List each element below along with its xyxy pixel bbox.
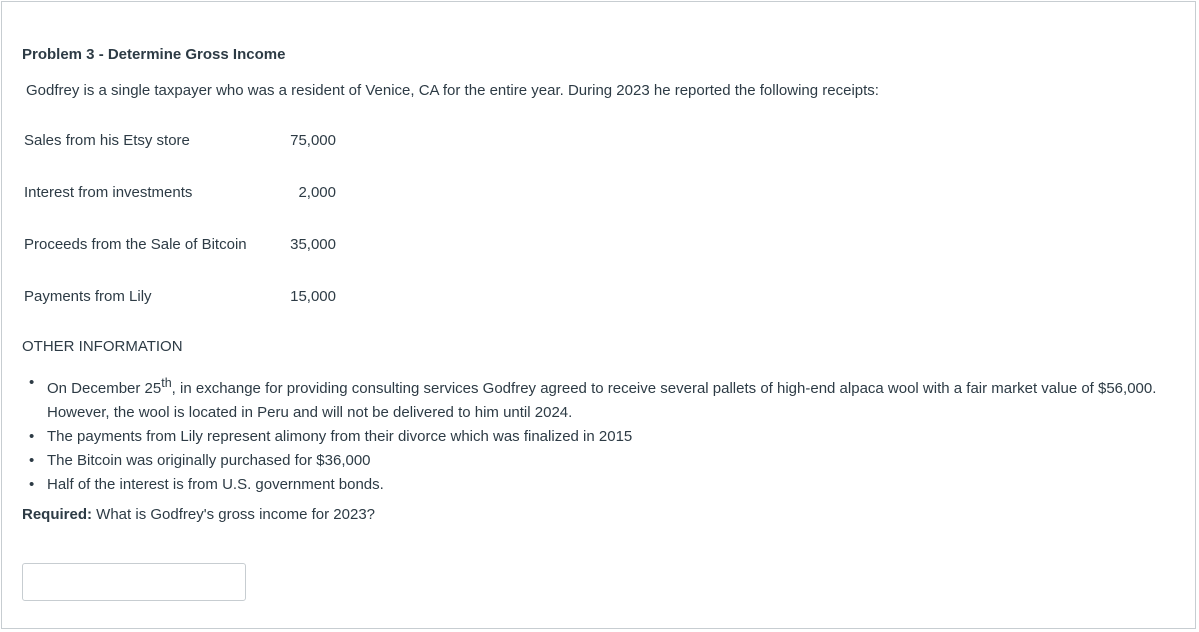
receipt-row [24,130,364,182]
required-label: Required: [22,506,93,523]
problem-title: Problem 3 - Determine Gross Income [22,46,286,63]
receipt-row [24,286,364,338]
receipt-amount: 2,000 [298,184,336,201]
bullet-icon: • [29,428,35,445]
bullet-text: Half of the interest is from U.S. government bonds. [47,476,384,493]
bullet-text-end: , in exchange for providing consulting services Godfrey agreed to receive several pallets of high-end alpaca wool with a fair market value of $56,000. However, the wool is located in Peru and will not be delivered to him until 2024. [47,380,1157,421]
problem-intro: Godfrey is a single taxpayer who was a resident of Venice, CA for the entire year. During 2023 he reported the following receipts: [26,82,879,99]
bullet-text-start: On December 25 [47,380,162,397]
list-item [26,425,1166,449]
other-information-heading: OTHER INFORMATION [22,338,183,355]
required-question-text: What is Godfrey's gross income for 2023? [92,506,376,523]
other-information-list [26,371,1166,497]
receipt-label: Payments from Lily [24,288,152,305]
required-question [22,506,375,523]
receipt-amount: 15,000 [290,288,336,305]
receipt-label: Interest from investments [24,184,193,201]
list-item [26,449,1166,473]
receipt-label: Proceeds from the Sale of Bitcoin [24,236,247,253]
receipt-amount: 75,000 [290,132,336,149]
bullet-icon: • [29,452,35,469]
bullet-text: The Bitcoin was originally purchased for $36,000 [47,452,371,469]
bullet-text: The payments from Lily represent alimony from their divorce which was finalized in 2015 [47,428,633,445]
answer-input[interactable] [22,563,246,601]
ordinal-suffix: th [161,376,172,390]
receipt-row [24,234,364,286]
receipts-table [24,130,364,338]
receipt-label: Sales from his Etsy store [24,132,190,149]
receipt-row [24,182,364,234]
list-item [26,371,1166,425]
receipt-amount: 35,000 [290,236,336,253]
bullet-icon: • [29,374,35,391]
list-item [26,473,1166,497]
bullet-icon: • [29,476,35,493]
